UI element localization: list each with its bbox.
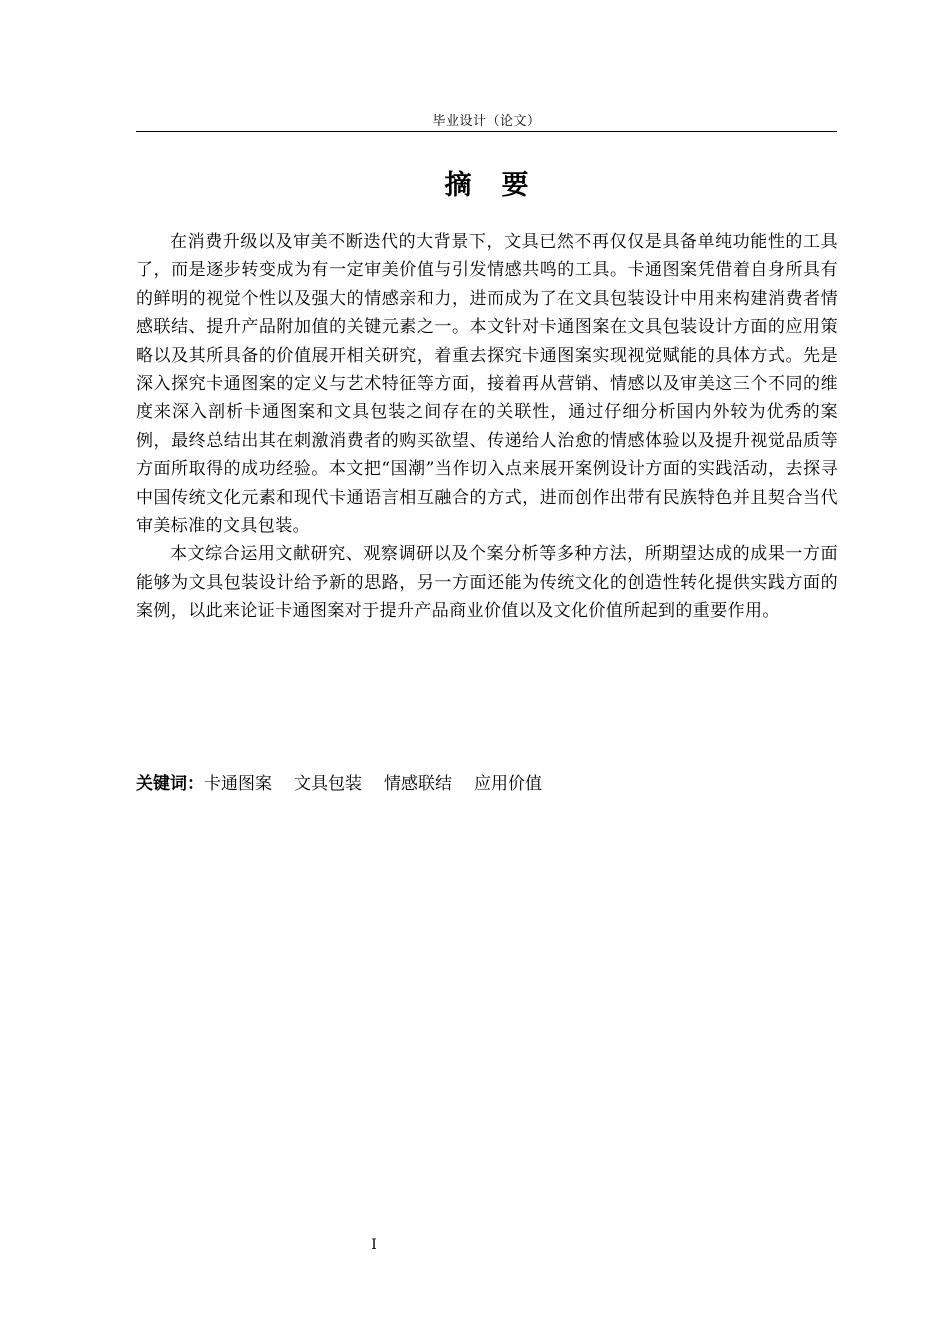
running-header: 毕业设计（论文） [432,114,541,129]
keyword-item: 情感联结 [384,774,452,794]
abstract-body [136,228,838,626]
keywords-line [136,770,838,798]
keyword-item: 卡通图案 [204,774,272,794]
abstract-paragraph-1: 在消费升级以及审美不断迭代的大背景下，文具已然不再仅仅是具备单纯功能性的工具了，而是逐步转变成为有一定审美价值与引发情感共鸣的工具。卡通图案凭借着自身所具有的鲜明的视觉个性以及强大的情感亲和力，进而成为了在文具包装设计中用来构建消费者情感联结、提升产品附加值的关键元素之一。本文针对卡通图案在文具包装设计方面的应用策略以及其所具备的价值展开相关研究，着重去探究卡通图案实现视觉赋能的具体方式。先是深入探究卡通图案的定义与艺术特征等方面，接着再从营销、情感以及审美这三个不同的维度来深入剖析卡通图案和文具包装之间存在的关联性，通过仔细分析国内外较为优秀的案例，最终总结出其在刺激消费者的购买欲望、传递给人治愈的情感体验以及提升视觉品质等方面所取得的成功经验。本文把“国潮”当作切入点来展开案例设计方面的实践活动，去探寻中国传统文化元素和现代卡通语言相互融合的方式，进而创作出带有民族特色并且契合当代审美标准的文具包装。 [136,232,838,537]
keyword-item: 文具包装 [294,774,362,794]
abstract-title [136,166,837,206]
keyword-item: 应用价值 [474,774,542,794]
header-rule [136,131,837,132]
keywords-label: 关键词： [136,774,204,794]
abstract-title-part2: 要 [501,170,529,201]
page-number: I [371,1237,377,1253]
abstract-paragraph-2: 本文综合运用文献研究、观察调研以及个案分析等多种方法，所期望达成的成果一方面能够为文具包装设计给予新的思路，另一方面还能为传统文化的创造性转化提供实践方面的案例，以此来论证卡通图案对于提升产品商业价值以及文化价值所起到的重要作用。 [136,544,838,622]
abstract-title-part1: 摘 [444,170,472,201]
